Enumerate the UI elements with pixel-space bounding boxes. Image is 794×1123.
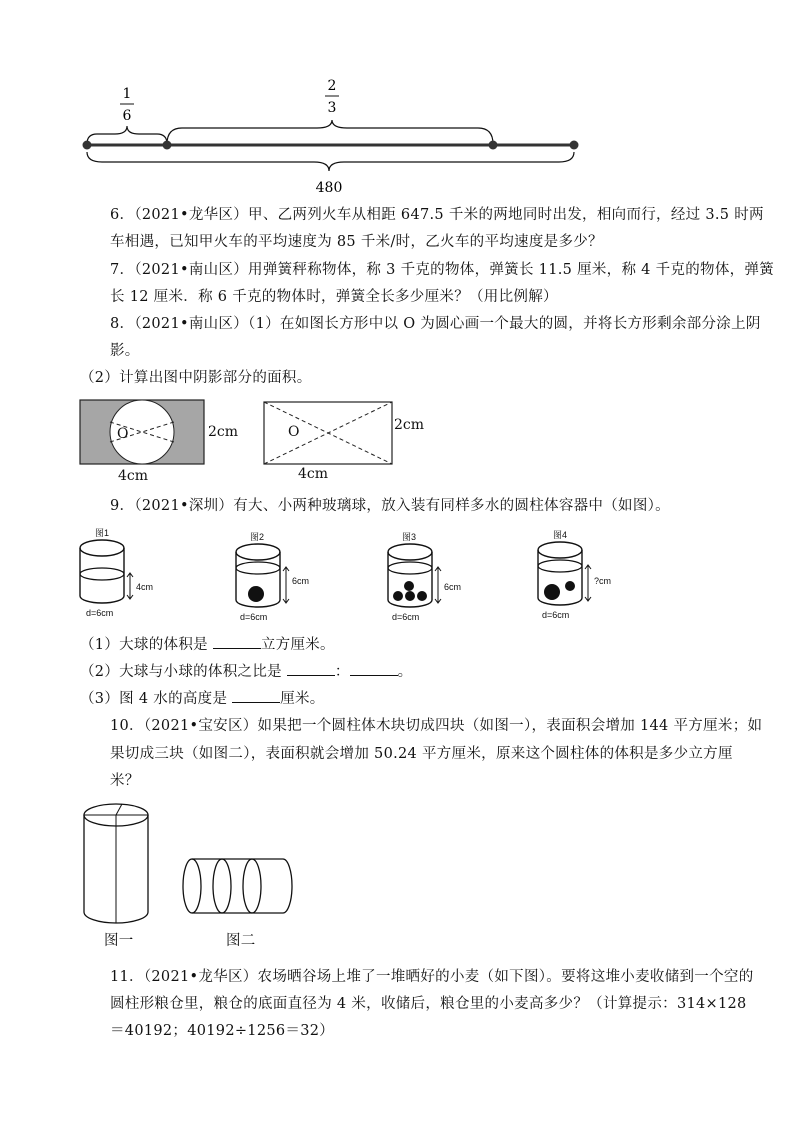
question-10-line3: 米？	[110, 773, 140, 789]
question-6-line1: 6．（2021•龙华区）甲、乙两列火车从相距 647.5 千米的两地同时出发，相向而行，经过 3.5 时两	[110, 207, 764, 223]
segment-point	[570, 141, 579, 150]
answer-blank[interactable]	[350, 661, 398, 676]
figure-one-caption: 图一	[104, 933, 134, 949]
question-11-line3: ＝40192；40192÷1256＝32）	[110, 1023, 335, 1039]
segment-point	[163, 141, 172, 150]
segment-diagram	[70, 76, 600, 201]
fig3-title: 图3	[402, 532, 417, 542]
fig4-diameter: d=6cm	[542, 610, 570, 620]
cylinder-fig1	[76, 536, 166, 606]
answer-blank[interactable]	[213, 634, 261, 649]
fig2-diameter: d=6cm	[240, 612, 268, 622]
question-7-line1: 7．（2021•南山区）用弹簧秤称物体，称 3 千克的物体，弹簧长 11.5 厘米，称 4 千克的物体，弹簧	[110, 262, 775, 278]
question-11-line1: 11．（2021•龙华区）农场晒谷场上堆了一堆晒好的小麦（如下图）。要将这堆小麦收储到一个空的	[110, 969, 754, 985]
fig1-title: 图1	[95, 528, 110, 538]
fig2-title: 图2	[250, 532, 265, 542]
answer-blank[interactable]	[232, 688, 280, 703]
fig3-height: 6cm	[444, 582, 462, 592]
shaded-rectangle-figure	[78, 398, 208, 470]
brace-two-thirds	[167, 120, 493, 144]
question-10-line1: 10．（2021•宝安区）如果把一个圆柱体木块切成四块（如图一），表面积会增加 144 平方厘米；如	[110, 718, 763, 734]
fig2-height: 6cm	[292, 576, 310, 586]
frac2-numerator: 2	[327, 78, 337, 94]
question-8-line1: 8．（2021•南山区）（1）在如图长方形中以 O 为圆心画一个最大的圆，并将长方形剩余部分涂上阴	[110, 316, 761, 332]
circle-center-label: O	[117, 426, 129, 442]
frac2-denominator: 3	[327, 100, 337, 116]
sub2-colon: ：	[334, 664, 350, 680]
fig1-diameter: d=6cm	[86, 608, 114, 618]
question-10-line2: 果切成三块（如图二），表面积就会增加 50.24 平方厘米，原来这个圆柱体的体积是多少立方厘	[110, 746, 733, 762]
segment-point	[489, 141, 498, 150]
sub1-text: （1）大球的体积是	[80, 637, 213, 653]
frac1-numerator: 1	[122, 86, 132, 102]
cylinder-fig4	[534, 538, 624, 608]
rectangle-diagonals-figure	[262, 400, 394, 466]
total-label: 480	[315, 180, 343, 196]
sub2-text: （2）大球与小球的体积之比是	[80, 664, 287, 680]
sub3-unit: 厘米。	[280, 691, 325, 707]
figure-two-caption: 图二	[226, 933, 256, 949]
segment-point	[83, 141, 92, 150]
rectangle-center-label: O	[288, 424, 300, 440]
question-6-line2: 车相遇，已知甲火车的平均速度为 85 千米/时，乙火车的平均速度是多少？	[110, 234, 603, 250]
sub1-unit: 立方厘米。	[260, 637, 335, 653]
cylinder-fig3	[384, 540, 474, 610]
question-9-sub3	[80, 686, 325, 713]
cylinder-cut-three	[180, 854, 298, 918]
question-8-line3: （2）计算出图中阴影部分的面积。	[80, 370, 312, 386]
brace-total	[87, 152, 574, 171]
sub2-end: 。	[397, 664, 413, 680]
rectangle-height-label: 2cm	[394, 417, 425, 433]
question-9-sub2	[80, 659, 412, 686]
fig1-height: 4cm	[136, 582, 154, 592]
answer-blank[interactable]	[287, 661, 335, 676]
rectangle-width-label: 4cm	[298, 466, 329, 482]
question-7-line2: 长 12 厘米．称 6 千克的物体时，弹簧全长多少厘米？（用比例解）	[110, 289, 558, 305]
question-8-line2: 影。	[110, 343, 140, 359]
brace-one-sixth	[87, 126, 167, 144]
question-9-line1: 9．（2021•深圳）有大、小两种玻璃球，放入装有同样多水的圆柱体容器中（如图）。	[110, 498, 670, 514]
frac1-denominator: 6	[122, 108, 132, 124]
fig4-title: 图4	[553, 530, 568, 540]
question-11-line2: 圆柱形粮仓里，粮仓的底面直径为 4 米，收储后，粮仓里的小麦高多少？（计算提示：314×128	[110, 996, 747, 1012]
figure-width-label: 4cm	[118, 468, 149, 484]
sub3-text: （3）图 4 水的高度是	[80, 691, 233, 707]
fig3-diameter: d=6cm	[392, 612, 420, 622]
question-9-sub1	[80, 632, 335, 659]
cylinder-fig2	[232, 540, 322, 610]
cylinder-cut-four	[78, 800, 154, 928]
figure-height-label: 2cm	[208, 424, 239, 440]
fig4-height: ?cm	[594, 576, 612, 586]
